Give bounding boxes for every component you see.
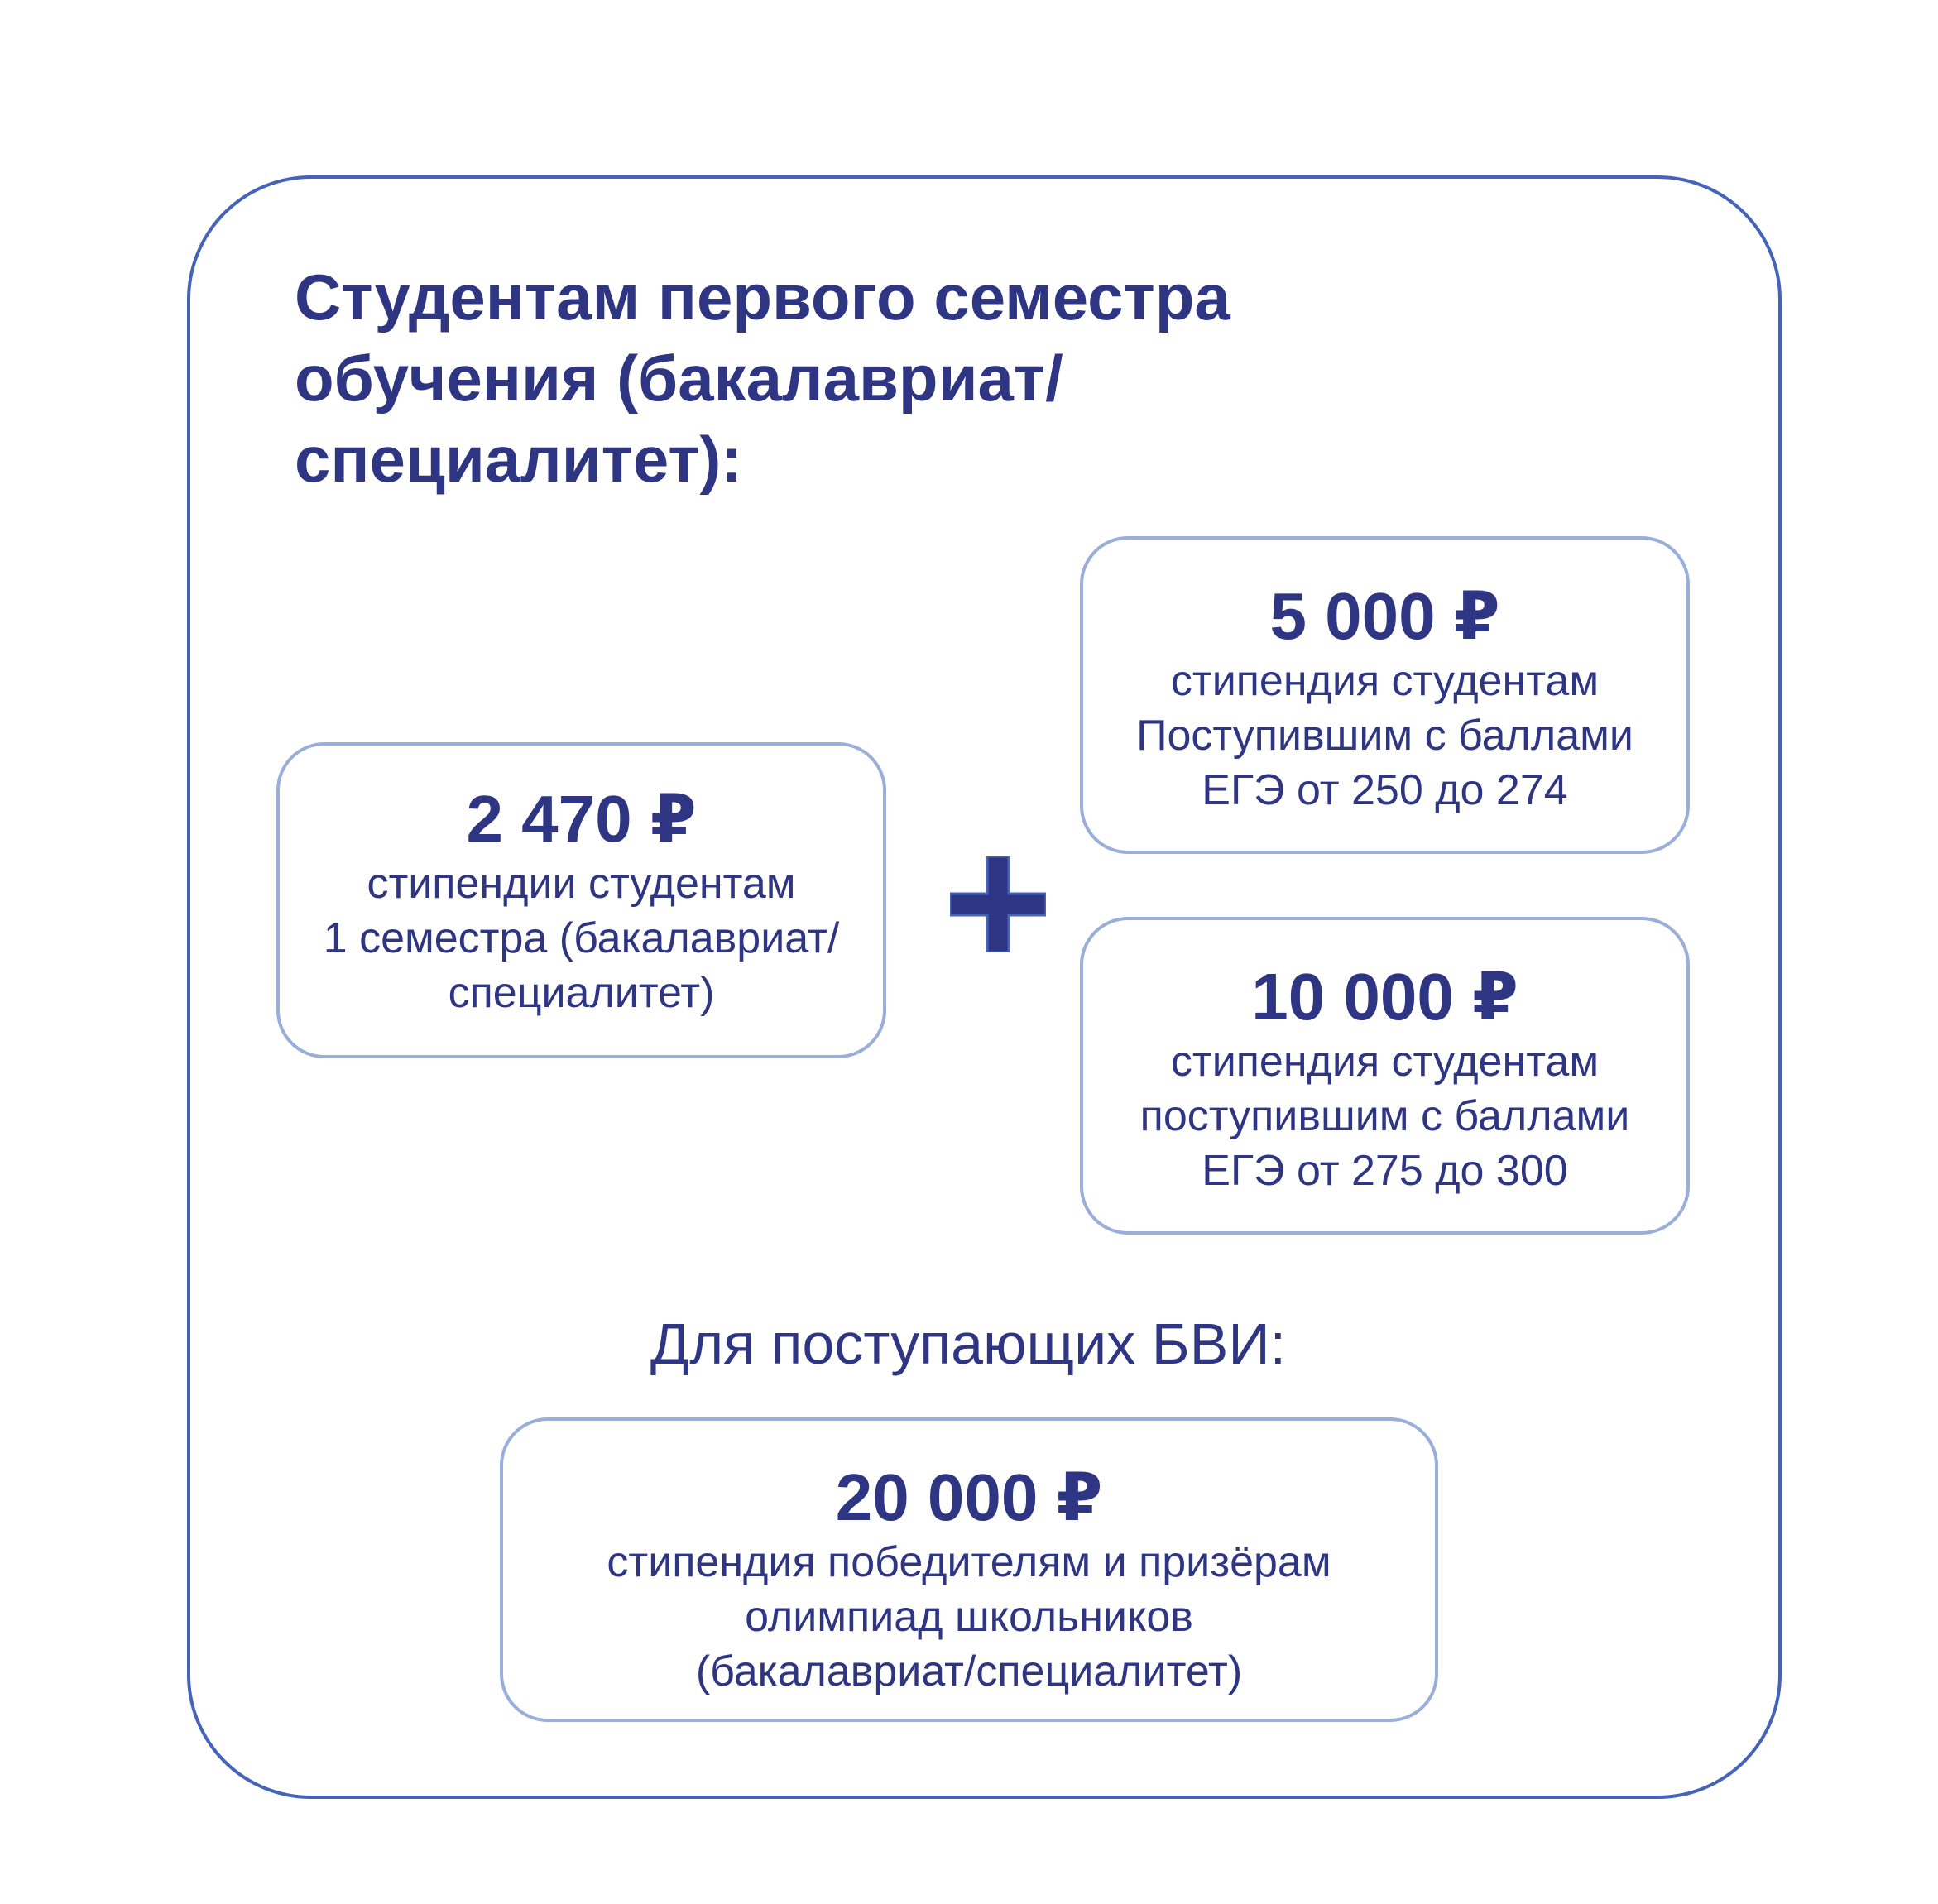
amount-value: 5 000 ₽ <box>1269 579 1500 653</box>
bvi-section-label: Для поступающих БВИ: <box>650 1312 1287 1376</box>
amount-value: 20 000 ₽ <box>835 1460 1103 1534</box>
description-line: (бакалавриат/специалитет) <box>695 1647 1243 1695</box>
description-line: стипендии студентам <box>367 860 796 908</box>
base-scholarship-card <box>276 742 886 1058</box>
description-line: олимпиад школьников <box>745 1593 1193 1641</box>
card-description <box>503 1535 1435 1699</box>
description-line: специалитет) <box>448 969 715 1017</box>
description-line: ЕГЭ от 250 до 274 <box>1202 766 1568 814</box>
card-description <box>1083 654 1686 818</box>
description-line: стипендия победителям и призёрам <box>607 1538 1331 1586</box>
description-line: стипендия студентам <box>1170 657 1600 705</box>
scholarship-10000-card <box>1080 917 1690 1235</box>
description-line: Поступившим с баллами <box>1136 712 1633 760</box>
description-line: поступившим с баллами <box>1139 1092 1630 1140</box>
description-line: ЕГЭ от 275 до 300 <box>1202 1147 1568 1195</box>
heading-line: обучения (бакалавриат/ <box>295 342 1063 415</box>
description-line: 1 семестра (бакалавриат/ <box>323 914 840 962</box>
scholarship-5000-card <box>1080 536 1690 854</box>
amount-value: 10 000 ₽ <box>1251 960 1518 1034</box>
card-description <box>1083 1034 1686 1198</box>
page-heading <box>295 257 1536 500</box>
card-description <box>280 856 883 1020</box>
description-line: стипендия студентам <box>1170 1038 1600 1086</box>
heading-line: специалитет): <box>295 423 743 496</box>
amount-value: 2 470 ₽ <box>466 782 697 856</box>
bvi-scholarship-card <box>500 1417 1438 1722</box>
plus-icon <box>950 856 1046 952</box>
heading-line: Студентам первого семестра <box>295 261 1230 333</box>
